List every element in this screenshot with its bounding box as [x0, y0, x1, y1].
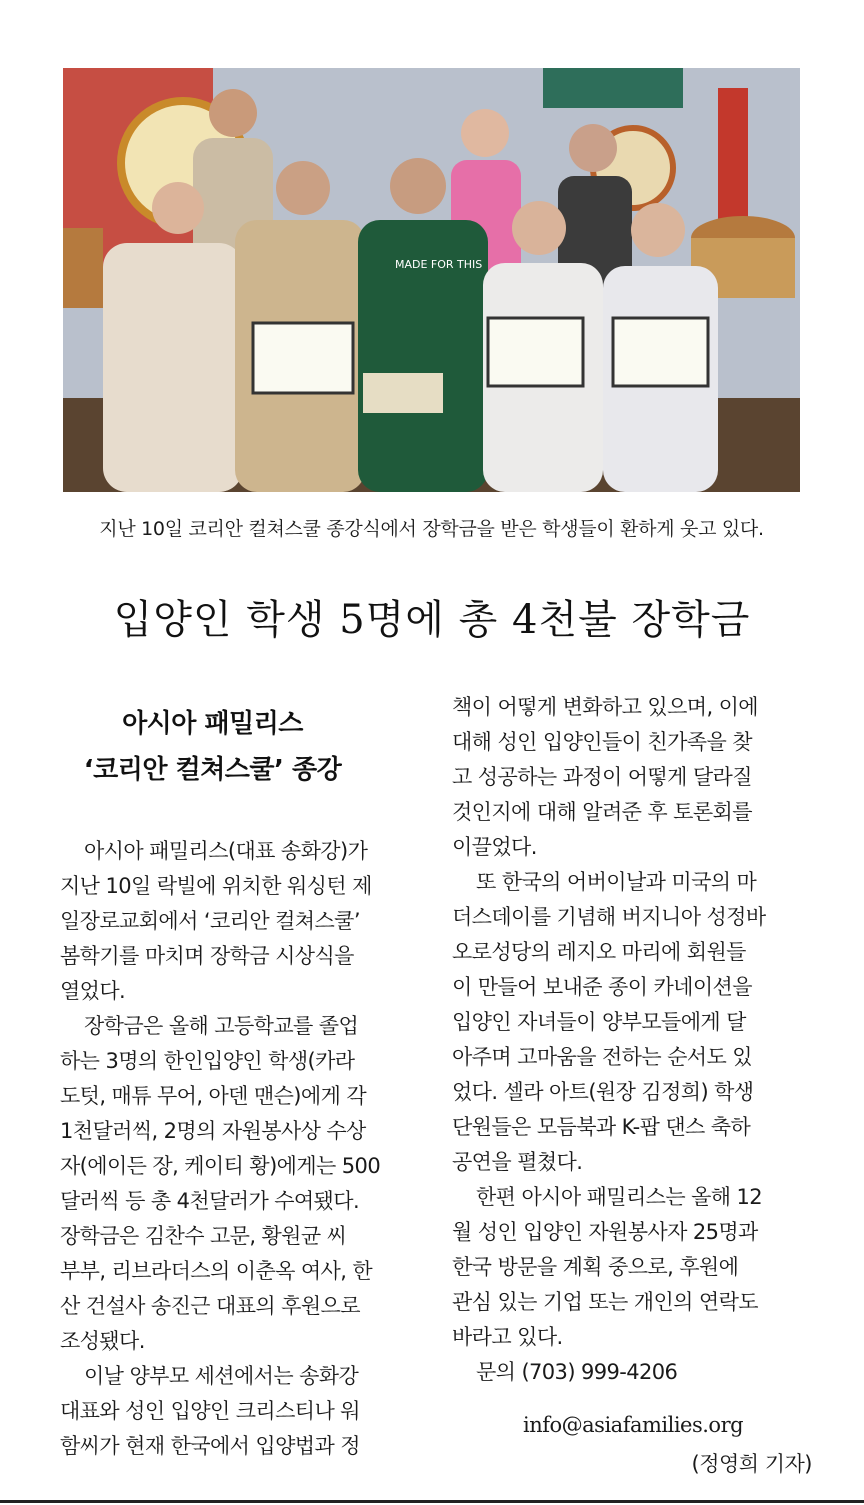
body-line: 책이 어떻게 변화하고 있으며, 이에 [452, 695, 758, 719]
group-photo-illustration [63, 68, 800, 492]
body-line: 대표와 성인 입양인 크리스티나 워 [60, 1399, 360, 1423]
body-line: 단원들은 모듬북과 K-팝 댄스 축하 [452, 1115, 751, 1139]
body-line: 장학금은 김찬수 고문, 황원균 씨 [60, 1224, 347, 1248]
photo-caption: 지난 10일 코리안 컬쳐스쿨 종강식에서 장학금을 받은 학생들이 환하게 웃고 있다. [99, 518, 764, 540]
body-line: 바라고 있다. [452, 1325, 563, 1349]
body-line: 산 건설사 송진근 대표의 후원으로 [60, 1294, 360, 1318]
body-line: 더스데이를 기념해 버지니아 성정바 [452, 905, 766, 929]
article-body-right-column [452, 690, 814, 1390]
body-line: 것인지에 대해 알려준 후 토론회를 [452, 800, 752, 824]
body-line: 일장로교회에서 ‘코리안 컬쳐스쿨’ [60, 909, 360, 933]
body-line: 자(에이든 장, 케이티 황)에게는 500 [60, 1154, 381, 1178]
article-photo [63, 68, 800, 492]
body-line: 이 만들어 보내준 종이 카네이션을 [452, 975, 752, 999]
body-line: 1천달러씩, 2명의 자원봉사상 수상 [60, 1119, 366, 1143]
body-line: 고 성공하는 과정이 어떻게 달라질 [452, 765, 752, 789]
body-line: 봄학기를 마치며 장학금 시상식을 [60, 944, 354, 968]
body-line: 아시아 패밀리스(대표 송화강)가 [84, 839, 368, 863]
body-line: 도텃, 매튜 무어, 아덴 맨슨)에게 각 [60, 1084, 367, 1108]
body-line: 한국 방문을 계획 중으로, 후원에 [452, 1255, 739, 1279]
subheadline-line-1: 아시아 패밀리스 [122, 709, 303, 739]
body-line: 이끌었다. [452, 835, 537, 859]
shirt-print: MADE FOR THIS [395, 258, 483, 271]
article-body-left-column [60, 834, 422, 1464]
contact-phone: 문의 (703) 999-4206 [476, 1360, 678, 1384]
body-line: 하는 3명의 한인입양인 학생(카라 [60, 1049, 355, 1073]
body-line: 오로성당의 레지오 마리에 회원들 [452, 940, 746, 964]
body-line: 함씨가 현재 한국에서 입양법과 정 [60, 1434, 360, 1458]
body-line: 입양인 자녀들이 양부모들에게 달 [452, 1010, 746, 1034]
body-line: 지난 10일 락빌에 위치한 워싱턴 제 [60, 874, 372, 898]
body-line: 월 성인 입양인 자원봉사자 25명과 [452, 1220, 758, 1244]
body-line: 아주며 고마움을 전하는 순서도 있 [452, 1045, 752, 1069]
article-headline: 입양인 학생 5명에 총 4천불 장학금 [113, 597, 751, 643]
bottom-divider [0, 1500, 864, 1503]
body-line: 었다. 셀라 아트(원장 김정희) 학생 [452, 1080, 754, 1104]
body-line: 관심 있는 기업 또는 개인의 연락도 [452, 1290, 758, 1314]
body-line: 열었다. [60, 979, 126, 1003]
body-line: 달러씩 등 총 4천달러가 수여됐다. [60, 1189, 360, 1213]
body-line: 이날 양부모 세션에서는 송화강 [84, 1364, 359, 1388]
body-line: 한편 아시아 패밀리스는 올해 12 [476, 1185, 763, 1209]
body-line: 조성됐다. [60, 1329, 145, 1353]
contact-email: info@asiafamilies.org [523, 1413, 744, 1437]
body-line: 부부, 리브라더스의 이춘옥 여사, 한 [60, 1259, 373, 1283]
body-line: 대해 성인 입양인들이 친가족을 찾 [452, 730, 752, 754]
body-line: 또 한국의 어버이날과 미국의 마 [476, 870, 757, 894]
body-line: 장학금은 올해 고등학교를 졸업 [84, 1014, 359, 1038]
reporter-byline: (정영희 기자) [691, 1452, 812, 1476]
body-line: 공연을 펼쳤다. [452, 1150, 583, 1174]
subheadline-line-2: ‘코리안 컬쳐스쿨’ 종강 [83, 755, 342, 785]
